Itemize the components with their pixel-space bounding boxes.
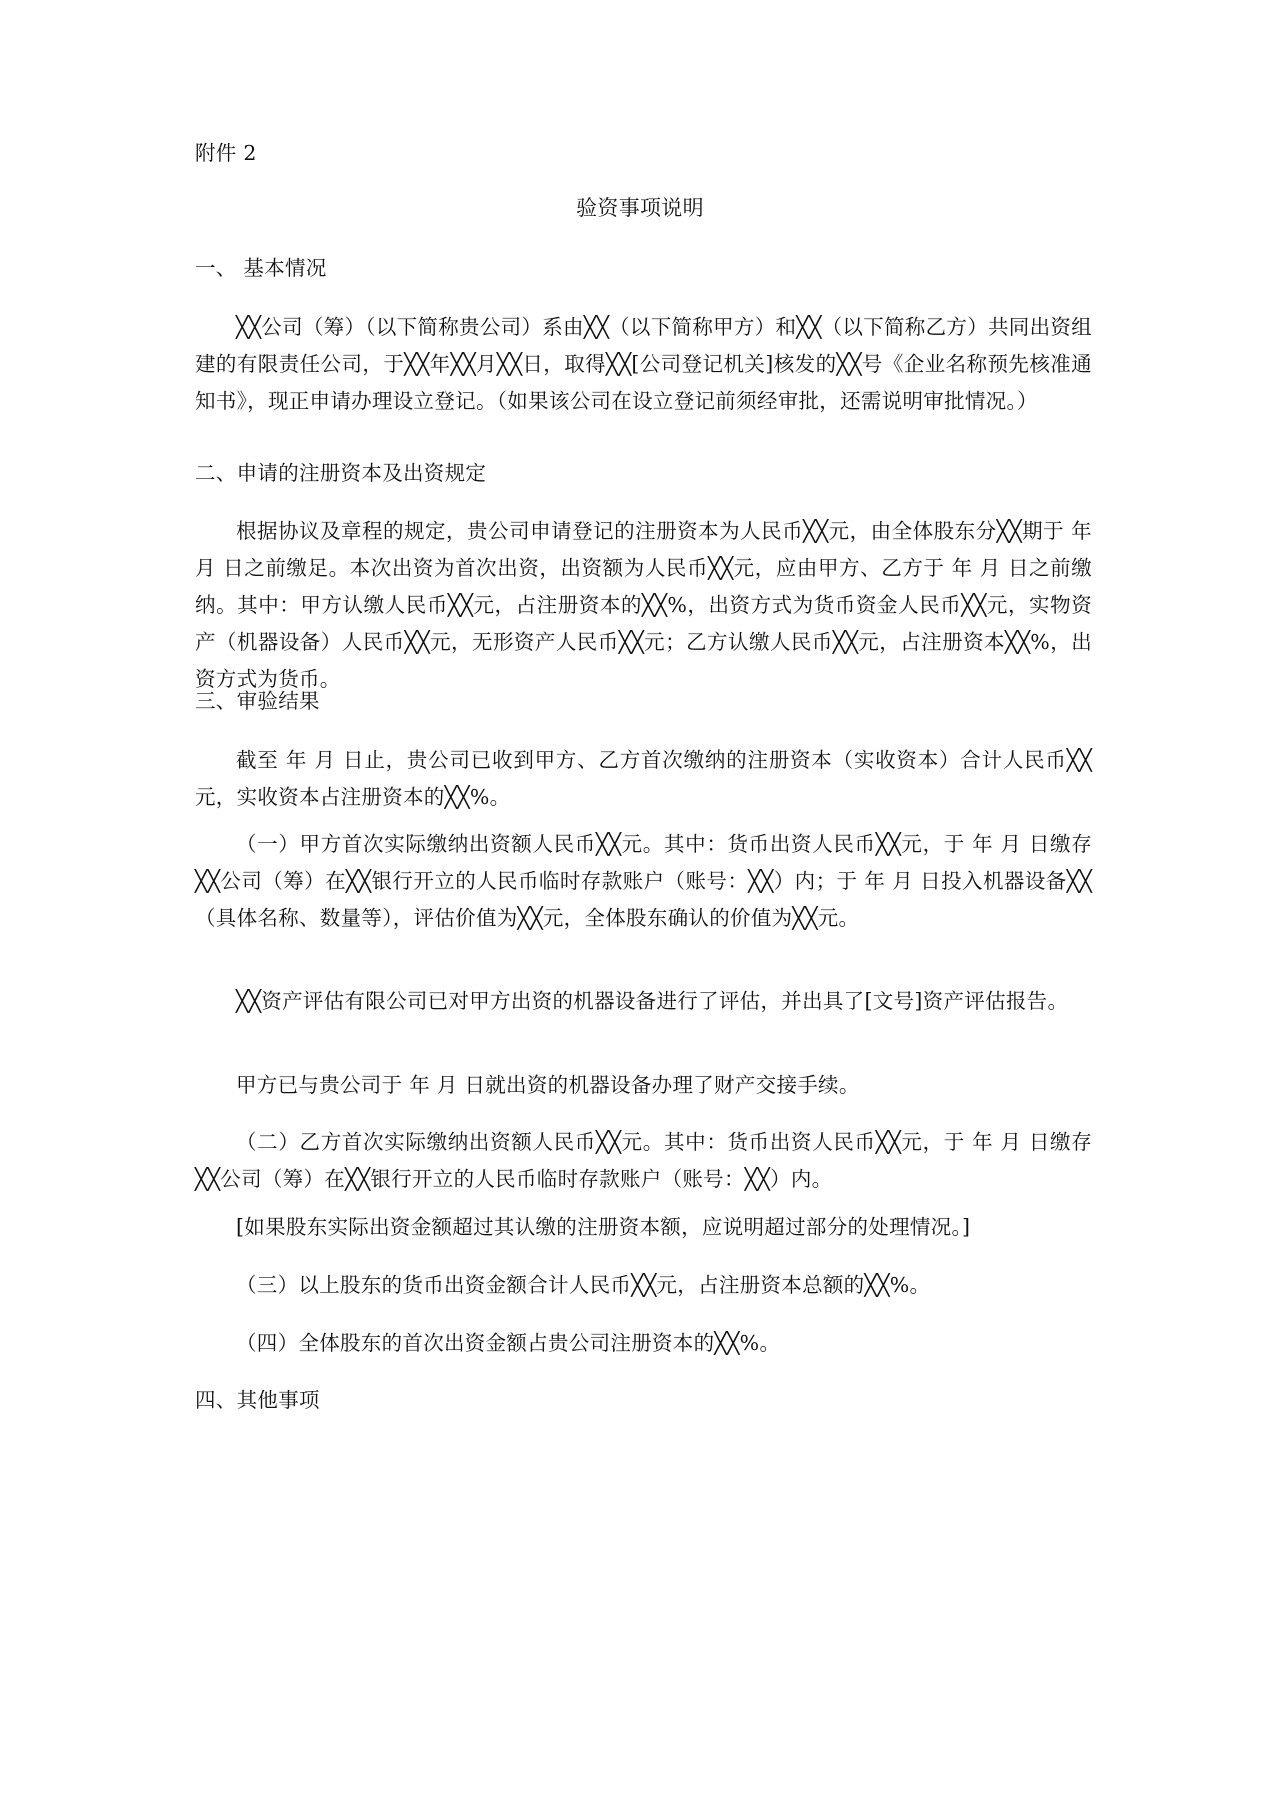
attachment-label: 附件 2 — [195, 141, 257, 165]
section-heading-3: 三、审验结果 — [195, 689, 320, 713]
section-3-paragraph-1: 截至 年 月 日止，贵公司已收到甲方、乙方首次缴纳的注册资本（实收资本）合计人民币╳╳元，实收资本占注册资本的╳╳%。 — [195, 748, 1092, 809]
section-heading-1: 一、 基本情况 — [195, 256, 327, 280]
section-3-paragraph-5: （二）乙方首次实际缴纳出资额人民币╳╳元。其中：货币出资人民币╳╳元，于 年 月 日缴存╳╳公司（筹）在╳╳银行开立的人民币临时存款账户（账号：╳╳）内。 — [195, 1130, 1092, 1191]
document-title: 验资事项说明 — [576, 196, 704, 220]
section-3-paragraph-7: （三）以上股东的货币出资金额合计人民币╳╳元，占注册资本总额的╳╳%。 — [236, 1273, 931, 1297]
section-3-paragraph-4: 甲方已与贵公司于 年 月 日就出资的机器设备办理了财产交接手续。 — [236, 1073, 860, 1097]
section-3-paragraph-3: ╳╳资产评估有限公司已对甲方出资的机器设备进行了评估，并出具了[文号]资产评估报告。 — [236, 989, 1069, 1013]
section-1-paragraph-1: ╳╳公司（筹）（以下简称贵公司）系由╳╳（以下简称甲方）和╳╳（以下简称乙方）共同出资组建的有限责任公司，于╳╳年╳╳月╳╳日，取得╳╳[公司登记机关]核发的╳╳号《企业名称预先核准通知书》，现正申请办理设立登记。（如果该公司在设立登记前须经审批，还需说明审批情况。） — [195, 315, 1092, 413]
section-2-paragraph-1: 根据协议及章程的规定，贵公司申请登记的注册资本为人民币╳╳元，由全体股东分╳╳期于 年 月 日之前缴足。本次出资为首次出资，出资额为人民币╳╳元，应由甲方、乙方于 年 月 日之前缴纳。其中：甲方认缴人民币╳╳元，占注册资本的╳╳%，出资方式为货币资金人民币╳╳元，实物资产（机器设备）人民币╳╳元，无形资产人民币╳╳元；乙方认缴人民币╳╳元，占注册资本╳╳%，出资方式为货币。 — [195, 519, 1092, 691]
section-heading-2: 二、申请的注册资本及出资规定 — [195, 461, 487, 485]
section-heading-4: 四、其他事项 — [195, 1388, 320, 1412]
section-3-paragraph-2: （一）甲方首次实际缴纳出资额人民币╳╳元。其中：货币出资人民币╳╳元，于 年 月 日缴存╳╳公司（筹）在╳╳银行开立的人民币临时存款账户（账号：╳╳）内；于 年 月 日投入机器设备╳╳（具体名称、数量等），评估价值为╳╳元，全体股东确认的价值为╳╳元。 — [195, 832, 1092, 930]
section-3-paragraph-6: [如果股东实际出资金额超过其认缴的注册资本额，应说明超过部分的处理情况。] — [236, 1215, 971, 1239]
section-3-paragraph-8: （四）全体股东的首次出资金额占贵公司注册资本的╳╳%。 — [236, 1331, 781, 1355]
